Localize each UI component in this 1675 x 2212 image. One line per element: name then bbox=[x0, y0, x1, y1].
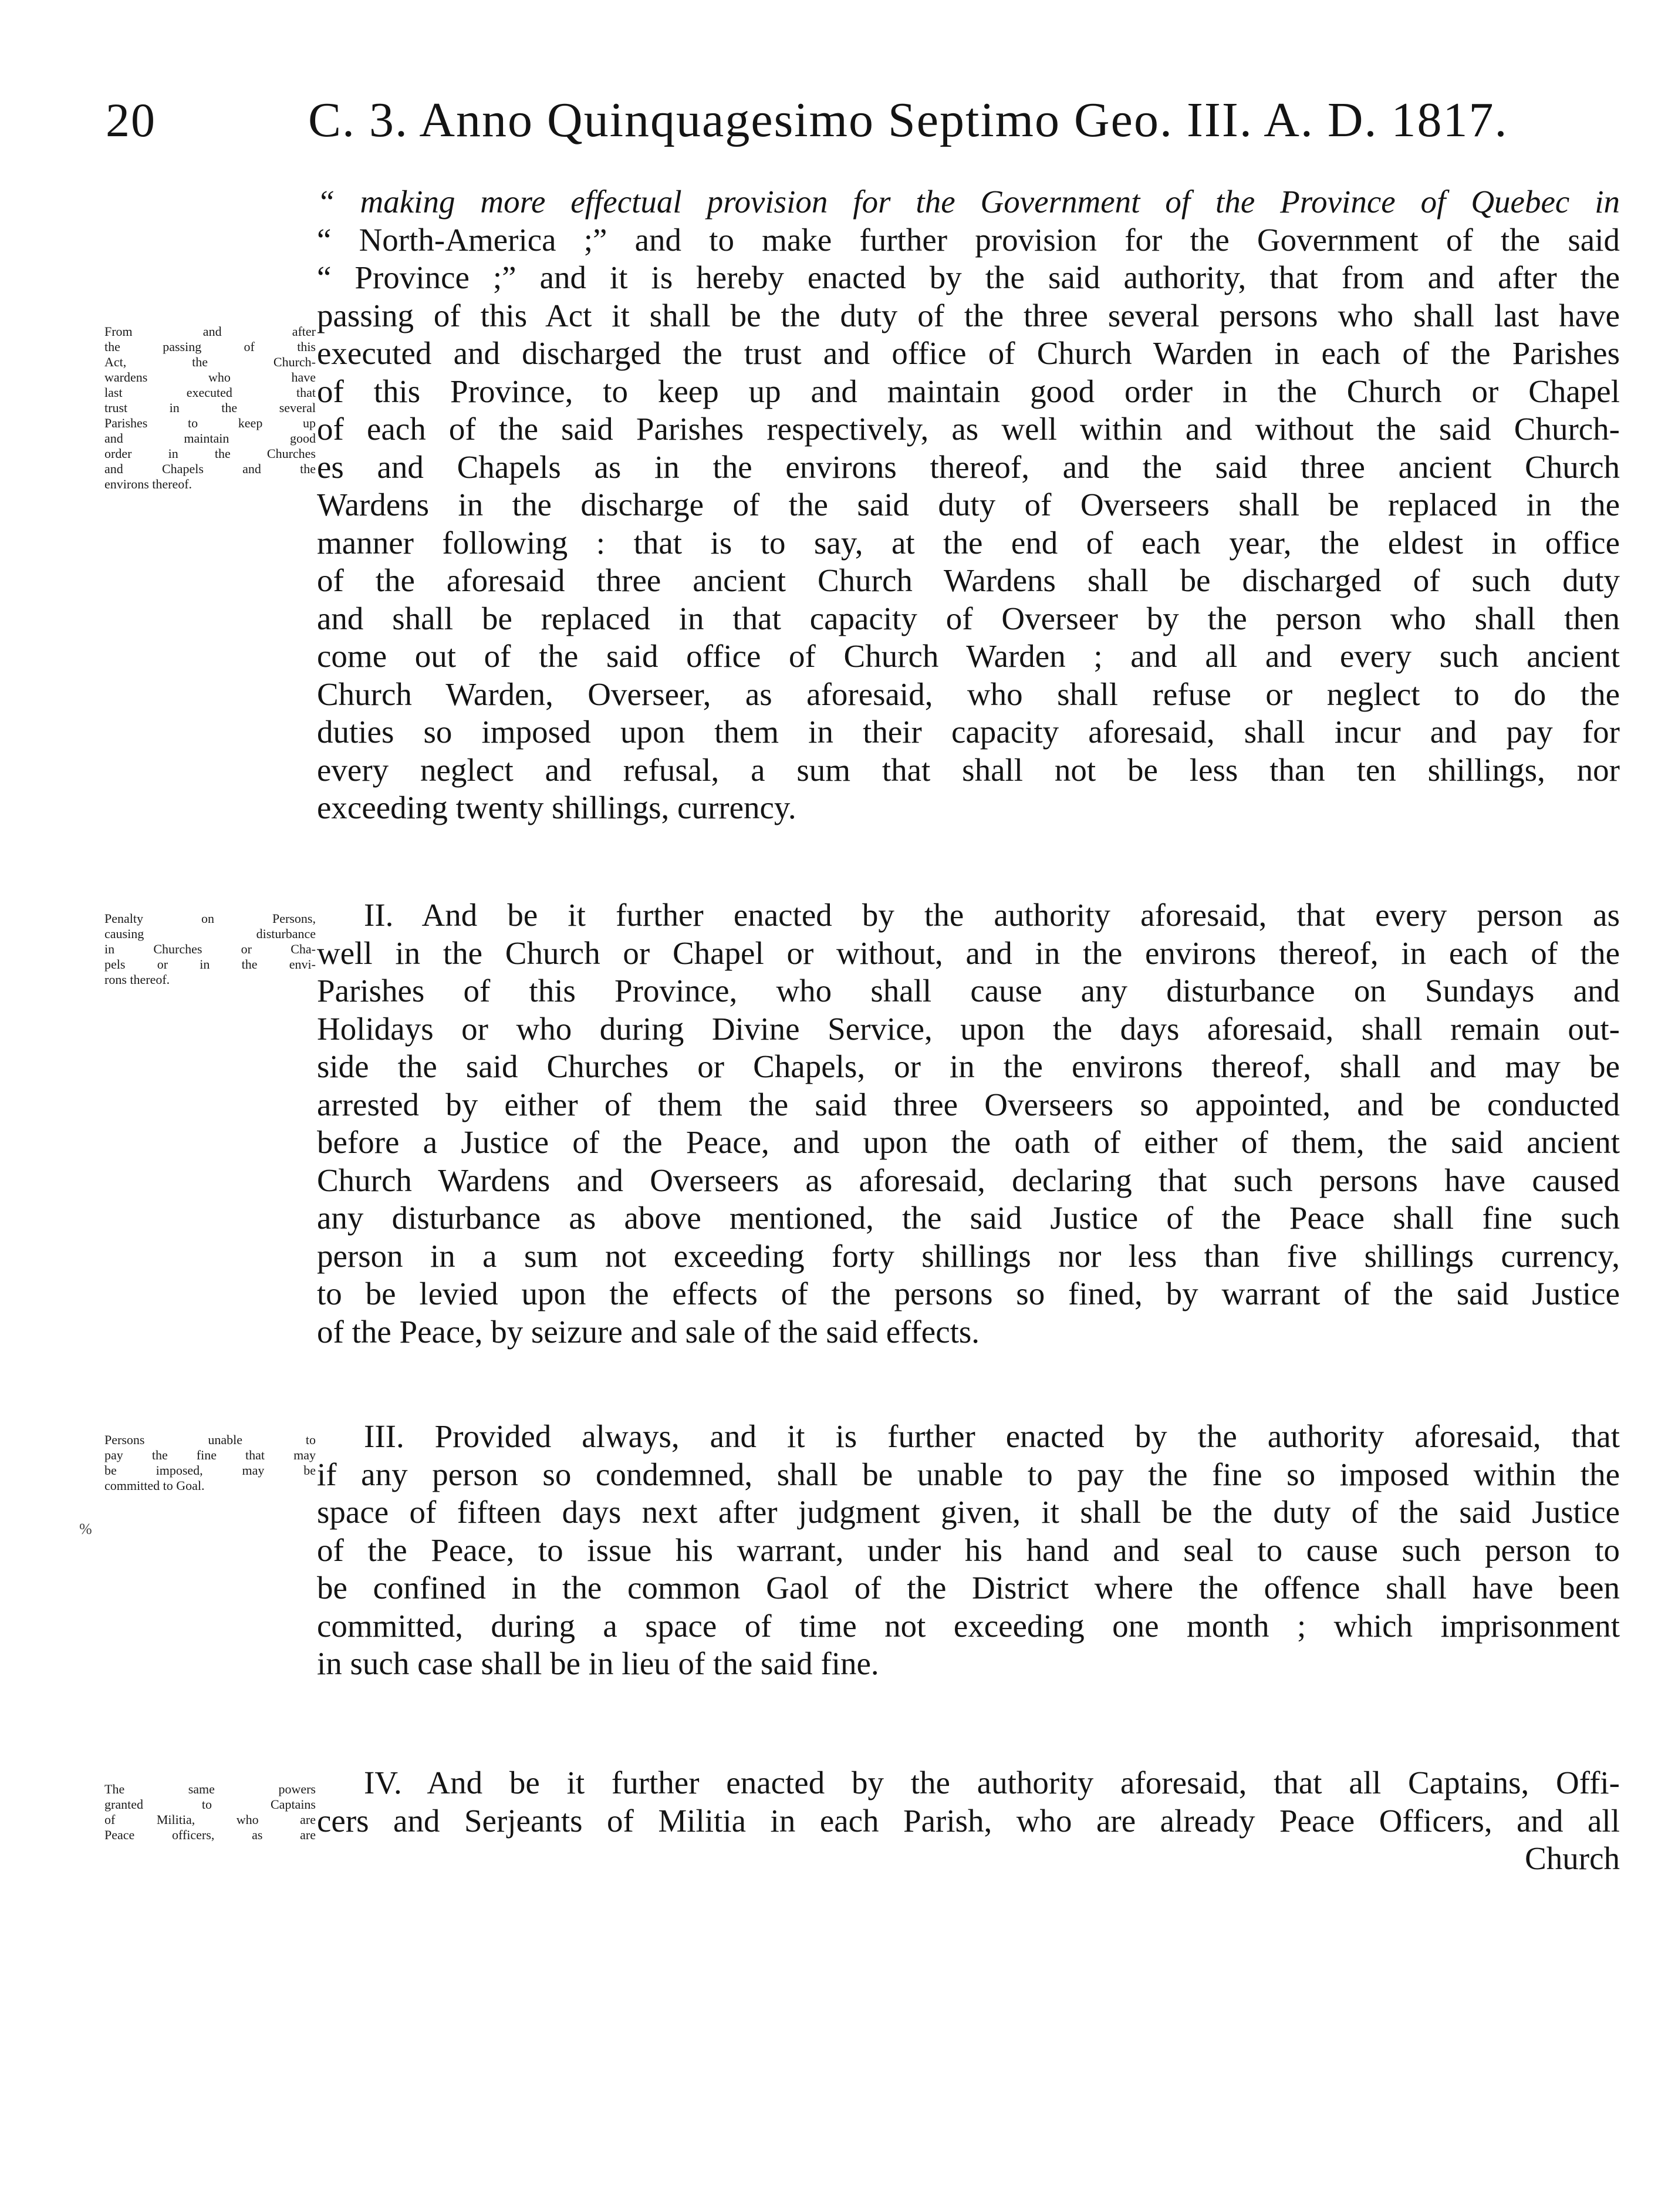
text-line: Church Warden, Overseer, as aforesaid, who shall refuse or neglect to do the bbox=[317, 676, 1620, 712]
section-3-paragraph bbox=[317, 1418, 1620, 1683]
text-line: of this Province, to keep up and maintain good order in the Church or Chapel bbox=[317, 373, 1620, 409]
section-2-paragraph bbox=[317, 896, 1620, 1351]
text-line: Wardens in the discharge of the said duty of Overseers shall be replaced in the bbox=[317, 487, 1620, 522]
margin-note-line: of Militia, who are bbox=[104, 1812, 316, 1827]
text-line: in such case shall be in lieu of the said fine. bbox=[317, 1645, 879, 1681]
page-number: 20 bbox=[106, 93, 156, 147]
margin-note-line: granted to Captains bbox=[104, 1797, 316, 1812]
margin-note-line: trust in the several bbox=[104, 400, 316, 415]
text-line: person in a sum not exceeding forty shillings nor less than five shillings currency, bbox=[317, 1237, 1620, 1274]
text-line: executed and discharged the trust and office of Church Warden in each of the Parishes bbox=[317, 335, 1620, 371]
text-line: to be levied upon the effects of the persons so fined, by warrant of the said Justice bbox=[317, 1276, 1620, 1311]
margin-note-section-2 bbox=[104, 911, 316, 987]
margin-note-line: in Churches or Cha- bbox=[104, 942, 316, 956]
text-line: of each of the said Parishes respectively, as well within and without the said Church- bbox=[317, 411, 1620, 447]
margin-note-line: pels or in the envi- bbox=[104, 957, 316, 972]
text-line: Holidays or who during Divine Service, upon the days aforesaid, shall remain out- bbox=[317, 1010, 1620, 1047]
text-line: arrested by either of them the said three Overseers so appointed, and be conducted bbox=[317, 1086, 1620, 1122]
text-line: well in the Church or Chapel or without, and in the environs thereof, in each of the bbox=[317, 935, 1620, 971]
text-line: side the said Churches or Chapels, or in the environs thereof, shall and may be bbox=[317, 1048, 1620, 1084]
margin-note-line: Penalty on Persons, bbox=[104, 911, 316, 926]
margin-note-line: order in the Churches bbox=[104, 446, 316, 461]
text-line: committed, during a space of time not exceeding one month ; which imprisonment bbox=[317, 1607, 1620, 1644]
stray-mark: % bbox=[79, 1520, 92, 1537]
text-line: III. Provided always, and it is further enacted by the authority aforesaid, that bbox=[364, 1418, 1620, 1454]
margin-note-line: Parishes to keep up bbox=[104, 416, 316, 430]
text-line: exceeding twenty shillings, currency. bbox=[317, 790, 796, 825]
text-line: passing of this Act it shall be the duty of the three several persons who shall last have bbox=[317, 297, 1620, 333]
text-line: space of fifteen days next after judgment given, it shall be the duty of the said Justice bbox=[317, 1494, 1620, 1530]
section-4-paragraph bbox=[317, 1764, 1620, 1878]
margin-note-line: the passing of this bbox=[104, 339, 316, 354]
text-line: IV. And be it further enacted by the authority aforesaid, that all Captains, Offi- bbox=[364, 1765, 1620, 1800]
text-line: every neglect and refusal, a sum that shall not be less than ten shillings, nor bbox=[317, 751, 1620, 788]
margin-note-line: Peace officers, as are bbox=[104, 1827, 316, 1842]
text-line: Parishes of this Province, who shall cause any disturbance on Sundays and bbox=[317, 973, 1620, 1009]
page-header bbox=[106, 88, 1632, 159]
margin-note-line: From and after bbox=[104, 324, 316, 339]
margin-note-line: committed to Goal. bbox=[104, 1478, 205, 1493]
text-line: if any person so condemned, shall be unable to pay the fine so imposed within the bbox=[317, 1456, 1620, 1492]
margin-note-line: last executed that bbox=[104, 385, 316, 400]
margin-note-line: causing disturbance bbox=[104, 926, 316, 941]
text-line: any disturbance as above mentioned, the said Justice of the Peace shall fine such bbox=[317, 1200, 1620, 1236]
margin-note-line: environs thereof. bbox=[104, 477, 193, 491]
text-line: of the Peace, to issue his warrant, under his hand and seal to cause such person to bbox=[317, 1532, 1620, 1568]
text-line: “ making more effectual provision for the Government of the Province of Quebec in bbox=[317, 184, 1620, 220]
text-line: “ North-America ;” and to make further provision for the Government of the said bbox=[317, 221, 1620, 258]
text-line: duties so imposed upon them in their capacity aforesaid, shall incur and pay for bbox=[317, 714, 1620, 750]
text-line: cers and Serjeants of Militia in each Parish, who are already Peace Officers, and all bbox=[317, 1802, 1620, 1839]
running-head: C. 3. Anno Quinquagesimo Septimo Geo. III. A. D. 1817. bbox=[308, 93, 1508, 147]
text-line: II. And be it further enacted by the authority aforesaid, that every person as bbox=[364, 897, 1620, 933]
text-line: “ Province ;” and it is hereby enacted by the said authority, that from and after the bbox=[317, 259, 1620, 295]
margin-note-line: The same powers bbox=[104, 1782, 316, 1796]
margin-note-line: and maintain good bbox=[104, 431, 316, 446]
margin-note-line: pay the fine that may bbox=[104, 1448, 316, 1462]
text-line: come out of the said office of Church Warden ; and all and every such ancient bbox=[317, 638, 1620, 674]
text-line: be confined in the common Gaol of the District where the offence shall have been bbox=[317, 1570, 1620, 1606]
text-line: of the Peace, by seizure and sale of the said effects. bbox=[317, 1313, 980, 1350]
text-line: before a Justice of the Peace, and upon the oath of either of them, the said ancient bbox=[317, 1124, 1620, 1160]
margin-note-line: be imposed, may be bbox=[104, 1463, 316, 1478]
margin-note-section-4 bbox=[104, 1782, 316, 1843]
text-line: manner following : that is to say, at the end of each year, the eldest in office bbox=[317, 524, 1620, 561]
margin-note-line: Act, the Church- bbox=[104, 355, 316, 369]
text-line: and shall be replaced in that capacity of Overseer by the person who shall then bbox=[317, 600, 1620, 636]
margin-note-line: wardens who have bbox=[104, 370, 316, 385]
margin-note-preamble bbox=[104, 324, 316, 492]
text-line: es and Chapels as in the environs thereof, and the said three ancient Church bbox=[317, 449, 1620, 485]
margin-note-section-3 bbox=[104, 1432, 316, 1493]
margin-note-line: rons thereof. bbox=[104, 972, 170, 987]
margin-note-line: and Chapels and the bbox=[104, 461, 316, 476]
text-line: Church Wardens and Overseers as aforesaid, declaring that such persons have caused bbox=[317, 1162, 1620, 1198]
margin-note-line: Persons unable to bbox=[104, 1432, 316, 1447]
text-line: of the aforesaid three ancient Church Wardens shall be discharged of such duty bbox=[317, 562, 1620, 598]
preamble-paragraph bbox=[317, 183, 1620, 827]
catchword: Church bbox=[1525, 1840, 1620, 1876]
